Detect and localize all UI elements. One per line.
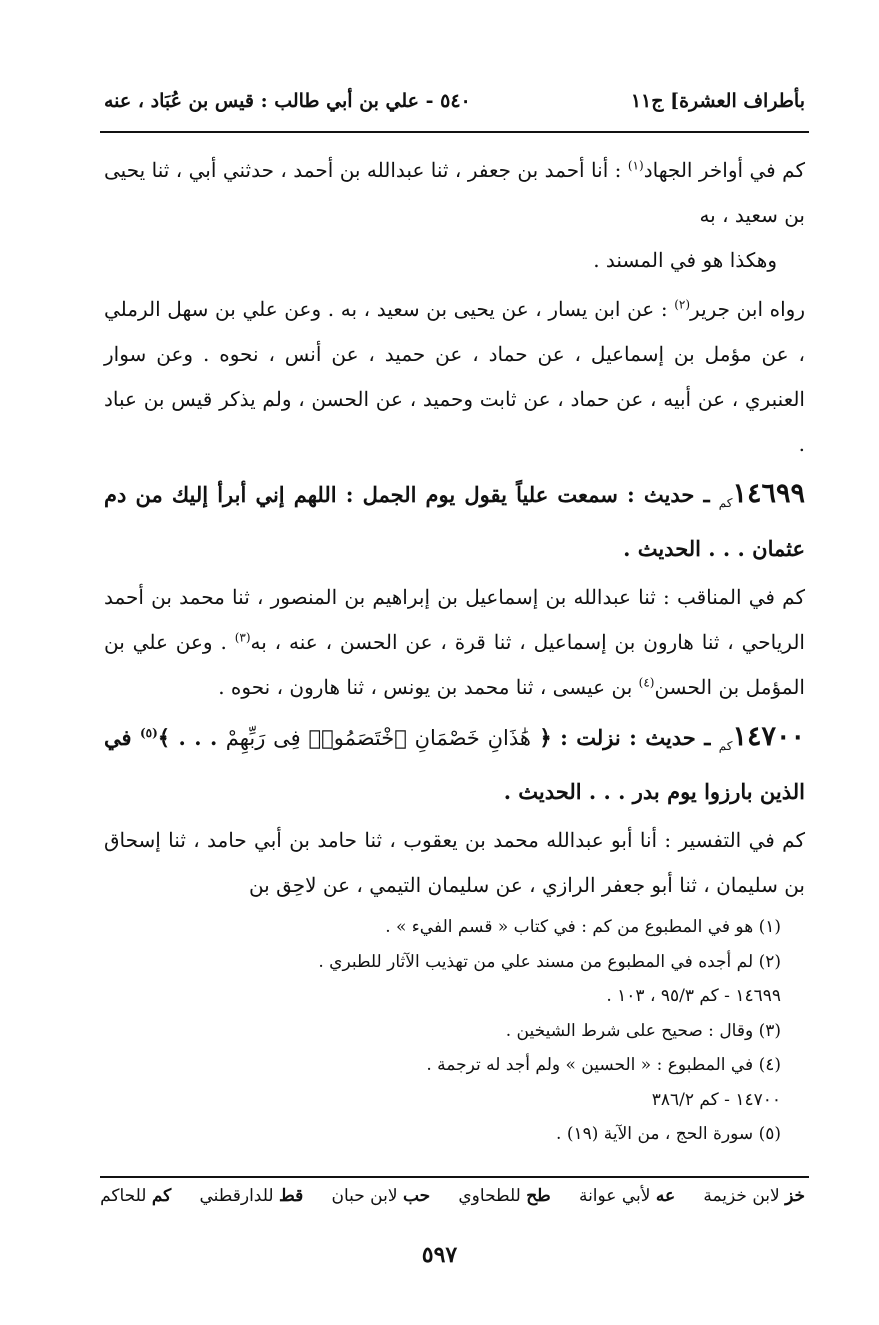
paragraph-ibn-jarir: رواه ابن جرير$^{(٢)}$ : عن ابن يسار ، عن يحيى بن سعيد ، به . وعن علي بن سهل الرملي ، عن مؤمل بن إسماعيل ، عن حماد ، عن حميد ، عن أنس ، نحوه . وعن سوار العنبري ، عن أبيه ، عن حماد ، عن ثابت وحميد ، عن الحسن ، ولم يذكر قيس بن عباد . — [104, 297, 805, 456]
abbreviation-item: خز لابن خزيمة — [703, 1186, 805, 1206]
hadith-number: ١٤٧٠٠ — [732, 721, 806, 753]
abbreviation-key — [100, 1186, 805, 1216]
header-divider — [100, 131, 809, 133]
footnote-ref-3[interactable]: (٣) — [234, 630, 251, 645]
footnote-ref-1[interactable]: (١) — [627, 158, 644, 173]
footnote-ref-2[interactable]: (٢) — [674, 297, 691, 312]
abbreviation-item: قط للدارقطني — [199, 1186, 304, 1206]
paragraph-tafsir: كم في التفسير : أنا أبو عبدالله محمد بن يعقوب ، ثنا حامد بن أبي حامد ، ثنا إسحاق بن سليمان ، ثنا أبو جعفر الرازي ، عن سليمان التيمي ، عن لاحِق بن — [104, 828, 805, 898]
quran-verse: هَٰذَانِ خَصْمَانِ ٱخْتَصَمُوا۟ فِى رَبِّهِمْ — [225, 726, 531, 751]
paragraph-manaqib: كم في المناقب : ثنا عبدالله بن إسماعيل بن إبراهيم بن المنصور ، ثنا محمد بن أحمد الرياحي ، ثنا هارون بن إسماعيل ، ثنا قرة ، عن الحسن ، عنه ، به$^{(٣)}$ . وعن علي بن المؤمل بن الحسن$^{(٤)}$ بن عيسى ، ثنا محمد بن يونس ، ثنا هارون ، نحوه . — [104, 585, 805, 700]
footnote-ref-4[interactable]: (٤) — [638, 675, 655, 690]
abbreviation-item: حب لابن حبان — [331, 1186, 431, 1206]
header-chapter-title: ٥٤٠ - علي بن أبي طالب : قيس بن عُبَاد ، عنه — [104, 90, 471, 112]
hadith-14700: $١٤٧٠٠_{كم}$ ـ حديث : نزلت : ﴿ هَٰذَانِ خَصْمَانِ ٱخْتَصَمُوا۟ فِى رَبِّهِمْ . . . ﴾$^{(٥)}$ في الذين بارزوا يوم بدر . . . الحديث . — [104, 721, 806, 805]
footnote-ref-5[interactable]: (٥) — [139, 726, 158, 741]
footnote-item: ١٤٦٩٩ - كم ٩٥/٣ ، ١٠٣ . — [606, 986, 781, 1006]
footnote-item: ١٤٧٠٠ - كم ٣٨٦/٢ — [651, 1089, 781, 1110]
abbreviation-item: كم للحاكم — [100, 1186, 172, 1206]
abbreviation-item: طح للطحاوي — [458, 1186, 551, 1206]
running-header — [104, 86, 805, 124]
source-mark: كم — [718, 496, 733, 511]
paragraph-musnad-note: وهكذا هو في المسند . — [593, 248, 777, 272]
main-text — [104, 148, 805, 908]
source-mark: كم — [718, 739, 733, 754]
footer-divider — [100, 1176, 809, 1178]
footnotes — [104, 910, 781, 1152]
paragraph-kam-jihad: كم في أواخر الجهاد$^{(١)}$ : أنا أحمد بن جعفر ، ثنا عبدالله بن أحمد ، حدثني أبي ، ثنا يحيى بن سعيد ، به — [104, 158, 805, 227]
header-book-title: بأطراف العشرة] ج١١ — [630, 90, 805, 112]
hadith-number: ١٤٦٩٩ — [732, 478, 805, 509]
footnote-item: (١) هو في المطبوع من كم : في كتاب « قسم الفيء » . — [385, 917, 781, 937]
footnote-item: (٣) وقال : صحيح على شرط الشيخين . — [505, 1020, 781, 1041]
footnote-item: (٤) في المطبوع : « الحسين » ولم أجد له ترجمة . — [426, 1055, 781, 1075]
footnote-item: (٢) لم أجده في المطبوع من مسند علي من تهذيب الآثار للطبري . — [318, 951, 781, 972]
hadith-text: ـ حديث : سمعت علياً يقول يوم الجمل : اللهم إني أبرأ إليك من دم عثمان . . . الحديث . — [104, 482, 805, 562]
page-number: ٥٩٧ — [421, 1242, 458, 1268]
footnote-item: (٥) سورة الحج ، من الآية (١٩) . — [556, 1124, 781, 1144]
abbreviation-item: عه لأبي عوانة — [578, 1186, 676, 1206]
hadith-14699 — [104, 471, 805, 571]
